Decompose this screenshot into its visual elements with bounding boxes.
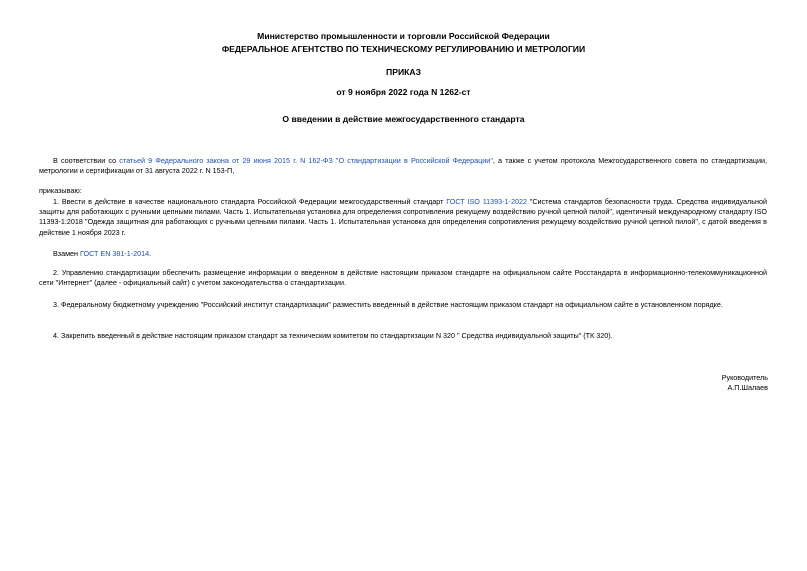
- document-subject: О введении в действие межгосударственного стандарта: [282, 114, 525, 124]
- signatory-title: Руководитель: [721, 373, 768, 382]
- document-type: ПРИКАЗ: [386, 67, 421, 77]
- replacement-paragraph: [39, 249, 767, 259]
- preamble-prefix: В соответствии со: [53, 156, 120, 165]
- replaced-standard-link[interactable]: ГОСТ EN 381-1-2014: [80, 249, 150, 258]
- clause-1-prefix: 1. Ввести в действие в качестве национального стандарта Российской Федерации межгосударственный стандарт: [53, 197, 447, 206]
- document-date-number: от 9 ноября 2022 года N 1262-ст: [336, 87, 471, 97]
- clause-4-paragraph: 4. Закрепить введенный в действие настоящим приказом стандарт за техническим комитетом по стандартизации N 320 " Средства индивидуальной защиты" (ТК 320).: [53, 331, 613, 340]
- preamble-paragraph: [39, 156, 767, 176]
- clause-1-suffix: "Система стандартов безопасности труда. Средства индивидуальной защиты для работающих с ручными цепными пилами. Часть 1. Испытательная установка для определения сопротивления режущему воздействию ручной цепной пилой", идентичный международному стандарту ISO 11393-1:2018 "Одежда защитная для работающих с ручными цепными пилами. Часть 1. Испытательная установка для определения сопротивления режущему воздействию ручной цепной пилой", с датой введения в действие 1 ноября 2023 г.: [39, 197, 767, 237]
- replacement-prefix: Взамен: [53, 249, 80, 258]
- ministry-name: Министерство промышленности и торговли Российской Федерации: [257, 31, 550, 41]
- federal-law-link[interactable]: статьей 9 Федерального закона от 29 июня 2015 г. N 162-ФЗ "О стандартизации в Российской Федерации": [119, 156, 493, 165]
- standard-link[interactable]: ГОСТ ISO 11393-1-2022: [446, 197, 527, 206]
- replacement-suffix: .: [149, 249, 152, 258]
- agency-name: ФЕДЕРАЛЬНОЕ АГЕНТСТВО ПО ТЕХНИЧЕСКОМУ РЕГУЛИРОВАНИЮ И МЕТРОЛОГИИ: [221, 44, 586, 54]
- clause-3-paragraph: 3. Федеральному бюджетному учреждению "Российский институт стандартизации" разместить введенный в действие настоящим приказом стандарт на официальном сайте в установленном порядке.: [53, 300, 723, 309]
- preamble-suffix: , а также с учетом протокола Межгосударственного совета по стандартизации, метрологии и сертификации от 31 августа 2022 г. N 153-П,: [39, 156, 767, 176]
- signatory-name: А.П.Шалаев: [727, 383, 768, 392]
- clause-2-paragraph: 2. Управлению стандартизации обеспечить размещение информации о введенном в действие настоящим приказом стандарте на официальном сайте Росстандарта в информационно-телекоммуникационной сети "Интернет" (далее - официальный сайт) с учетом законодательства о стандартизации.: [39, 268, 767, 288]
- orders-line: приказываю:: [39, 186, 82, 195]
- clause-1-paragraph: [39, 197, 767, 238]
